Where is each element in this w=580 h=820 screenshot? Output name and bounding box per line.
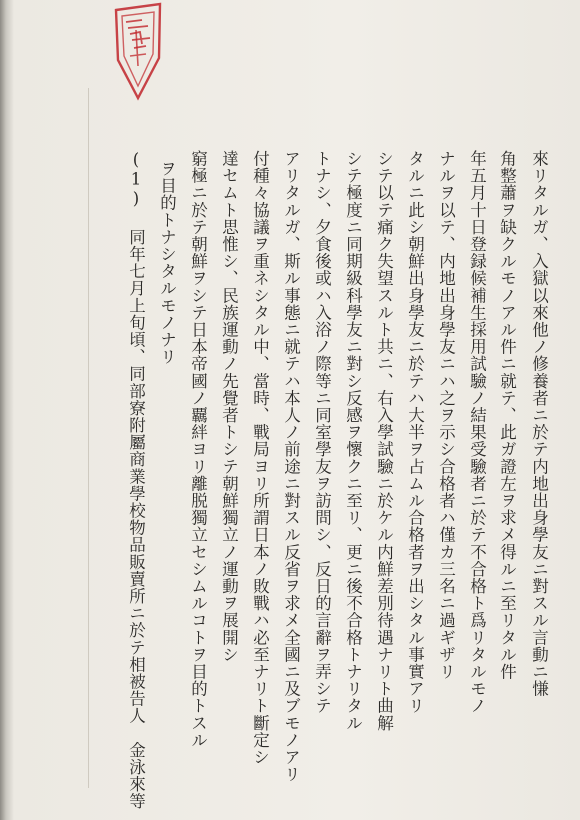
text-column-4: ナルヲ以テ、内地出身學友ニハ之ヲ示シ合格者ハ僅カ三名ニ過ギザリ: [436, 150, 456, 681]
margin-rule: [88, 88, 89, 788]
text-column-9: アリタルガ、斯ル事態ニ就テハ本人ノ前途ニ對スル反省ヲ求メ全國ニ及ブモノアリ: [281, 150, 301, 783]
text-column-12: 窮極ニ於テ朝鮮ヲシテ日本帝國ノ覊絆ヨリ離脱獨立セシムルコトヲ目的トスル: [188, 150, 208, 749]
text-column-11: 達セムト思惟シ、民族運動ノ先覺者トシテ朝鮮獨立ノ運動ヲ展開シ: [219, 150, 239, 663]
text-column-1: 來リタルガ、入獄以來他ノ修養者ニ於テ内地出身學友ニ對スル言動ニ慊: [529, 150, 549, 698]
text-column-14: (1) 同年七月上旬頃、同部寮附屬商業學校物品販賣所ニ於テ相被告人 金泳來等: [126, 150, 146, 810]
text-column-6: シテ以テ痛ク失望スルト共ニ、右入學試驗ニ於ケル内鮮差別待遇ナリト曲解: [374, 150, 394, 732]
red-seal-stamp: [112, 0, 164, 104]
text-column-5: タルニ此シ朝鮮出身學友ニ於テハ大半ヲ占ムル合格者ヲ出シタル事實アリ: [405, 150, 425, 715]
text-column-2: 角整蕭ヲ缺クルモノアル件ニ就テ、此ガ證左ヲ求メ得ルニ至リタル件: [497, 150, 517, 681]
text-column-3: 年五月十日登録候補生採用試驗ノ結果受驗者ニ於テ不合格ト爲リタルモノ: [467, 150, 487, 715]
text-column-7: シテ極度ニ同期級科學友ニ對シ反感ヲ懷クニ至リ、更ニ後不合格トナリタル: [343, 150, 363, 732]
text-column-8: トナシ、夕食後或ハ入浴ノ際等ニ同室學友ヲ訪問シ、反日的言辭ヲ弄シテ: [312, 150, 332, 715]
text-column-13: ヲ目的トナシタルモノナリ: [157, 160, 177, 366]
text-column-10: 付種々協議ヲ重ネシタル中、當時、戰局ヨリ所謂日本ノ敗戰ハ必至ナリト斷定シ: [250, 150, 270, 766]
